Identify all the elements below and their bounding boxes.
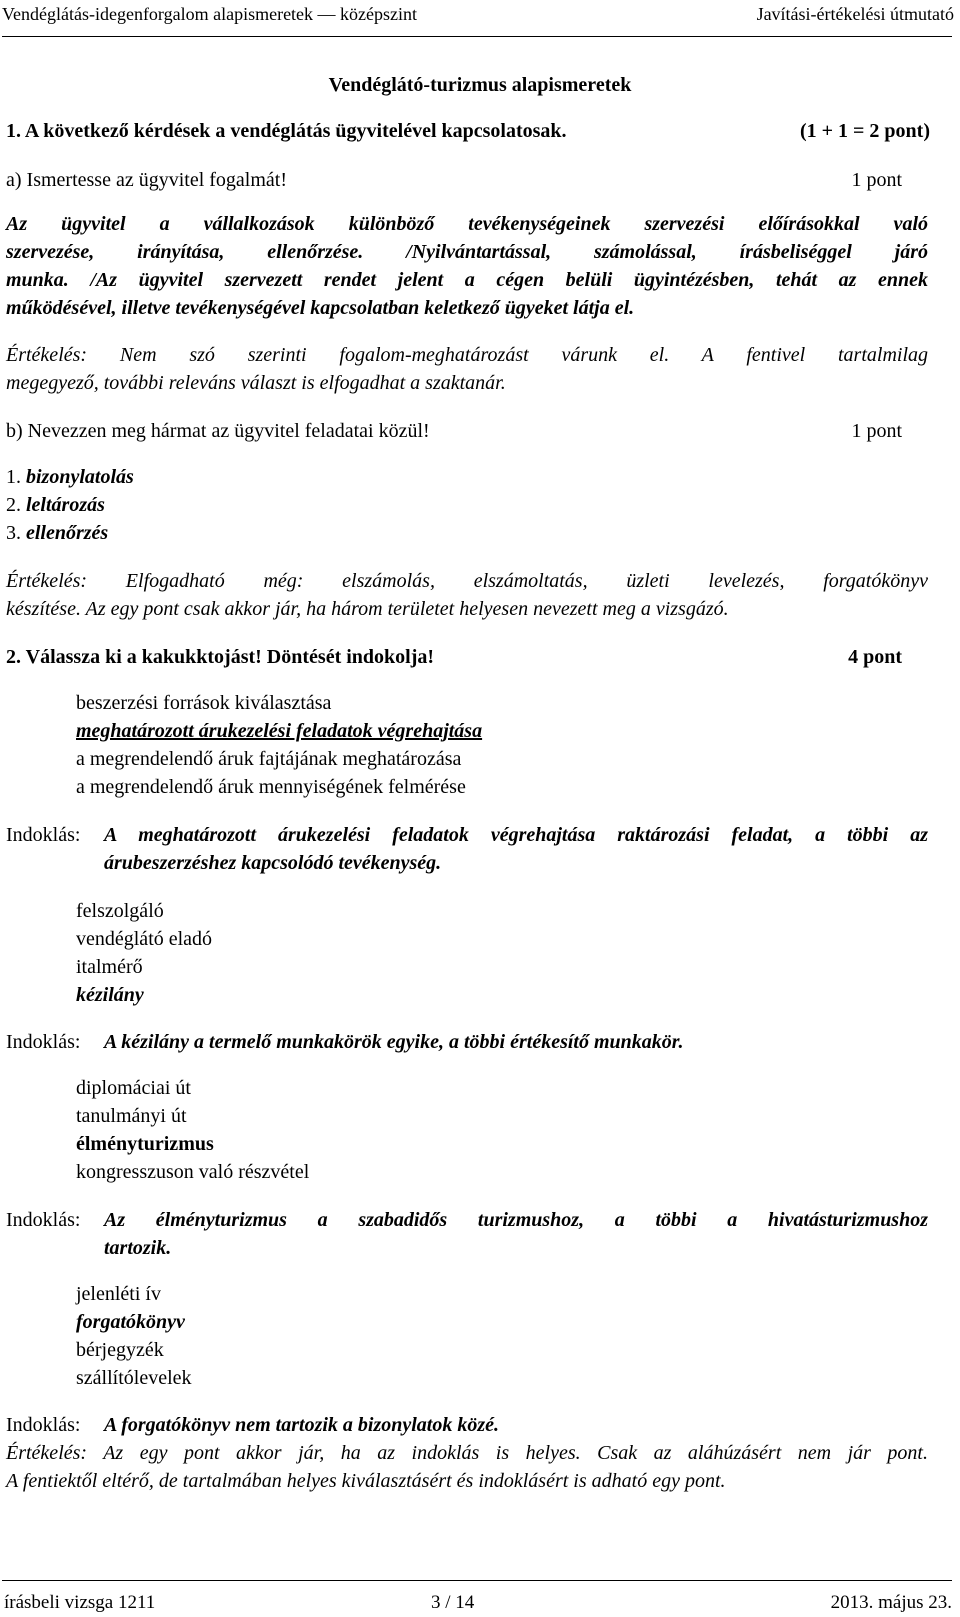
footer-left: írásbeli vizsga 1211 — [4, 1592, 156, 1613]
option-item: beszerzési források kiválasztása — [76, 692, 332, 714]
q1a-answer-line: működésével, illetve tevékenységével kapcsolatban keletkező ügyeket látja el. — [6, 297, 635, 319]
q1b-points: 1 pont — [851, 420, 902, 442]
option-item: jelenléti ív — [76, 1283, 161, 1305]
reason-line: árubeszerzéshez kapcsolódó tevékenység. — [104, 852, 442, 874]
footer-page-number: 3 / 14 — [431, 1592, 475, 1613]
option-item: felszolgáló — [76, 900, 164, 922]
q1b-evaluation-line: készítése. Az egy pont csak akkor jár, ha három területet helyesen nevezett meg a vizsgázó. — [6, 598, 729, 620]
reason-line: A meghatározott árukezelési feladatok végrehajtása raktározási feladat, a többi az — [104, 824, 928, 846]
list-number: 2. — [6, 494, 21, 516]
option-item: italmérő — [76, 956, 143, 978]
reason-label: Indoklás: — [6, 1031, 81, 1053]
option-item-selected: forgatókönyv — [76, 1311, 185, 1333]
footer-date: 2013. május 23. — [830, 1592, 952, 1613]
list-number: 3. — [6, 522, 21, 544]
q2-evaluation-line: Értékelés: Az egy pont akkor jár, ha az indoklás is helyes. Csak az aláhúzásért nem jár pont. — [6, 1442, 928, 1464]
reason-line: A kézilány a termelő munkakörök egyike, a többi értékesítő munkakör. — [104, 1031, 684, 1053]
q1a-answer-line: Az ügyvitel a vállalkozások különböző tevékenységeinek szervezési előírásokkal való — [6, 213, 928, 235]
option-item-selected: élményturizmus — [76, 1133, 214, 1155]
option-item: kongresszuson való részvétel — [76, 1161, 310, 1183]
q1-points: (1 + 1 = 2 pont) — [799, 120, 930, 142]
q1a-points: 1 pont — [851, 169, 902, 191]
list-text: leltározás — [26, 494, 105, 516]
option-item-selected: meghatározott árukezelési feladatok végrehajtása — [76, 720, 483, 742]
q1a-question: a) Ismertesse az ügyvitel fogalmát! — [6, 169, 287, 191]
q1b-question: b) Nevezzen meg hármat az ügyvitel feladatai közül! — [6, 420, 430, 442]
option-item: bérjegyzék — [76, 1339, 164, 1361]
q1b-list-item — [6, 521, 108, 545]
reason-label: Indoklás: — [6, 1209, 81, 1231]
option-item-selected: kézilány — [76, 984, 144, 1006]
list-text: bizonylatolás — [26, 466, 134, 488]
list-number: 1. — [6, 466, 21, 488]
q1-title: 1. A következő kérdések a vendéglátás ügyvitelével kapcsolatosak. — [6, 120, 567, 142]
q2-points: 4 pont — [848, 646, 902, 668]
option-item: diplomáciai út — [76, 1077, 191, 1099]
q1a-answer-line: szervezése, irányítása, ellenőrzése. /Nyilvántartással, számolással, írásbeliséggel járó — [6, 241, 928, 263]
q2-title: 2. Válassza ki a kakukktojást! Döntését indokolja! — [6, 646, 435, 668]
header-left: Vendéglátás-idegenforgalom alapismeretek — középszint — [2, 4, 418, 24]
option-item: vendéglátó eladó — [76, 928, 213, 950]
reason-line: Az élményturizmus a szabadidős turizmushoz, a többi a hivatásturizmushoz — [104, 1209, 928, 1231]
q1a-evaluation-line: Értékelés: Nem szó szerinti fogalom-meghatározást várunk el. A fentivel tartalmilag — [6, 344, 928, 366]
reason-line: A forgatókönyv nem tartozik a bizonylatok közé. — [104, 1414, 500, 1436]
q2-evaluation-line: A fentiektől eltérő, de tartalmában helyes kiválasztásért és indoklásért is adható egy pont. — [6, 1470, 726, 1492]
option-item: a megrendelendő áruk mennyiségének felmérése — [76, 776, 466, 798]
page-header — [0, 0, 960, 40]
footer-rule — [2, 1580, 952, 1581]
q1b-evaluation-line: Értékelés: Elfogadható még: elszámolás, elszámoltatás, üzleti levelezés, forgatókönyv — [6, 570, 928, 592]
q1b-list-item — [6, 493, 105, 517]
reason-line: tartozik. — [104, 1237, 172, 1259]
header-rule — [2, 36, 952, 37]
q1a-evaluation-line: megegyező, további releváns választ is elfogadhat a szaktanár. — [6, 372, 506, 394]
option-item: szállítólevelek — [76, 1367, 192, 1389]
option-item: tanulmányi út — [76, 1105, 187, 1127]
q1a-answer-line: munka. /Az ügyvitel szervezett rendet jelent a cégen belüli ügyintézésben, tehát az ennek — [6, 269, 928, 291]
q1b-list-item — [6, 465, 134, 489]
reason-label: Indoklás: — [6, 1414, 81, 1436]
header-right: Javítási-értékelési útmutató — [756, 4, 954, 24]
option-item: a megrendelendő áruk fajtájának meghatározása — [76, 748, 462, 770]
reason-label: Indoklás: — [6, 824, 81, 846]
list-text: ellenőrzés — [26, 522, 109, 544]
section-title: Vendéglátó-turizmus alapismeretek — [328, 74, 632, 96]
